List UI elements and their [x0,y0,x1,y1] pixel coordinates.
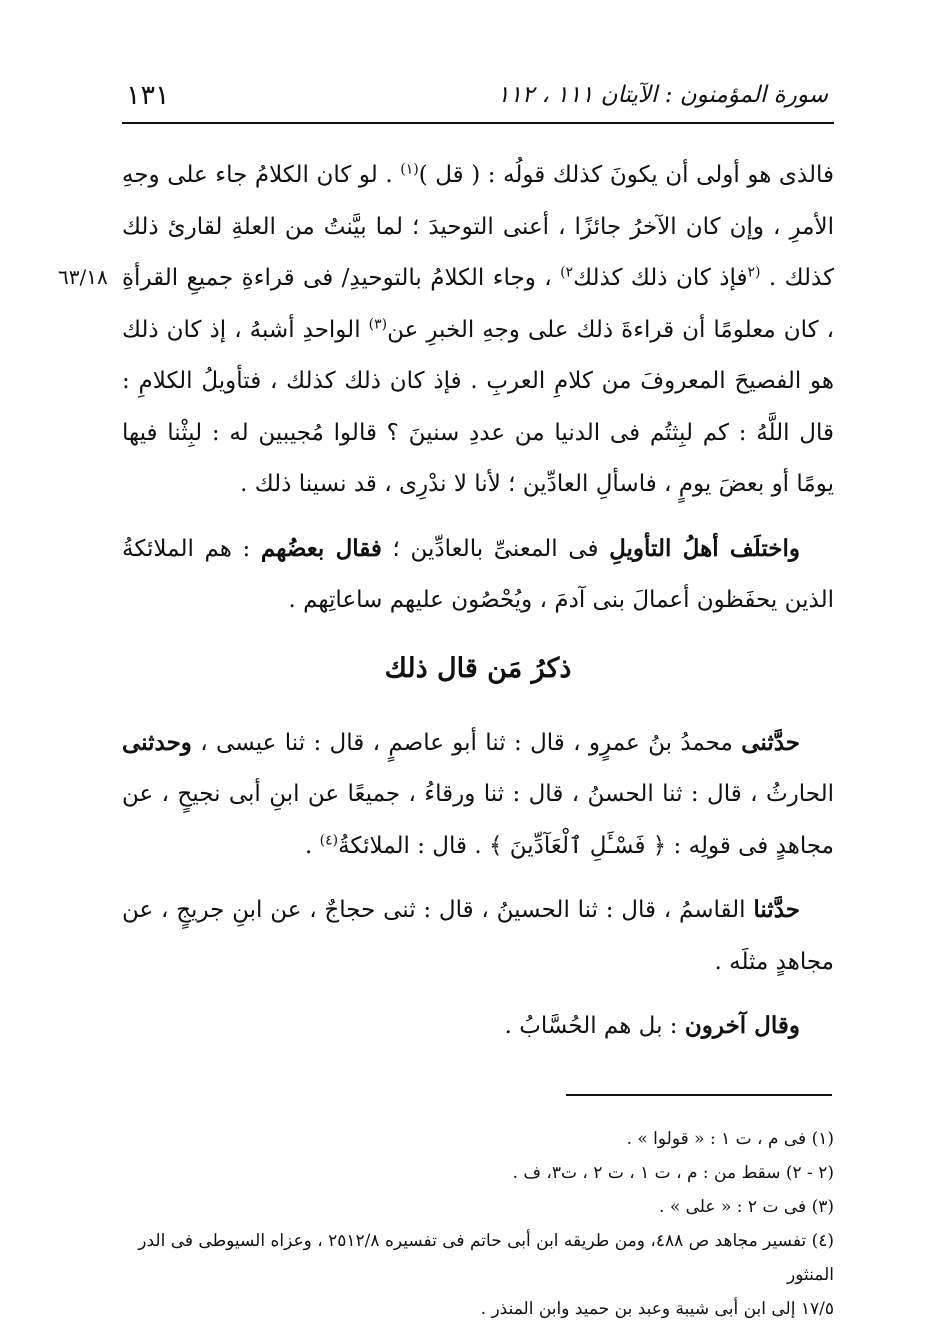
bold-phrase: فقال بعضُهم [260,534,382,562]
bold-phrase: وقال آخرون [684,1012,800,1039]
running-title: سورة المؤمنون : الآيتان ١١١ ، ١١٢ [497,82,828,108]
text-run: فالذى هو أولى أن يكونَ كذلك قولُه : ( قل ) [418,162,834,188]
text-run: . [304,832,313,859]
footnotes [122,1122,834,1326]
footnote-rule [566,1094,832,1096]
footnote-ref-1: (١) [400,161,419,178]
paragraph-3 [122,717,834,873]
bold-phrase: حدَّثنا [753,896,800,923]
paragraph-4 [122,884,834,988]
text-run: ، وجاء الكلامُ بالتوحيدِ/ فى قراءةِ جميعِ القرأةِ ، كان معلومًا أن قراءةَ ذلك على وجهِ الخبرِ عن [122,265,834,343]
page-number: ١٣١ [126,80,170,111]
text-run: فى المعنىِّ بالعادِّين ؛ [392,535,599,562]
text-run: القاسمُ ، قال : ثنا الحسينُ ، قال : ثنى حجاجٌ ، عن ابنِ جريجٍ ، عن مجاهدٍ مثلَه . [122,897,834,975]
footnote-continuation: ١٧/٥ إلى ابن أبى شيبة وعبد بن حميد وابن المنذر . [480,1299,834,1319]
header-rule [122,122,834,124]
text-run: . لو كان الكلامُ جاء على وجهِ الأمرِ ، وإن كان الآخرُ جائزًا ، أعنى التوحيدَ ؛ لما بيَّنتُ من العلةِ لقارئ ذلك كذلك . [122,162,835,291]
bold-phrase: حدَّثنى [741,728,801,756]
bold-phrase: وحدثنى [122,728,192,756]
footnote: (٣) فى ت ٢ : « على » . [659,1197,834,1217]
footnote-ref-4: (٤) [319,831,339,848]
page-header [122,78,834,118]
text-run: محمدُ بنُ عمرٍو ، قال : ثنا أبو عاصمٍ ، قال : ثنا عيسى ، [200,729,733,756]
text-run: : بل هم الحُسَّابُ . [504,1013,678,1039]
footnote: (٢ - ٢) سقط من : م ، ت ١ ، ت ٢ ، ت٣، ف . [512,1163,834,1183]
footnote-ref-2-open: (٢ [747,264,761,281]
text-run: : هم الملائكةُ الذين يحفَظون أعمالَ بنى آدمَ ، ويُحْصُون عليهم ساعاتِهم . [122,535,834,613]
bold-phrase: واختلَف أهلُ التأويلِ [609,534,800,562]
text-run: الواحدِ أشبهُ ، إذ كان ذلك هو الفصيحَ المعروفَ من كلامِ العربِ . فإذ كان ذلك كذلك ، فتأويلُ الكلامِ : قال اللَّهُ : كم لبِثتُم فى الدنيا من عددِ سنينَ ؟ قالوا مُجيبين له : لبِثْنا فيها يومًا أو بعضَ يومٍ ، فاسألِ العادِّين ؛ لأنا لا ندْرِى ، قد نسينا ذلك . [122,316,834,497]
section-heading: ذكرُ مَن قال ذلك [384,652,572,684]
text-run: فإذ كان ذلك كذلك [573,265,748,291]
footnote: (١) فى م ، ت ١ : « قولوا » . [626,1129,834,1149]
main-text [122,150,834,1065]
text-run: الحارثُ ، قال : ثنا الحسنُ ، قال : ثنا ورقاءُ ، جميعًا عن ابنِ أبى نجيحٍ ، عن مجاهدٍ فى قولِه : ﴿ فَسْـَٔلِ ٱلْعَآدِّينَ ﴾ . قال : الملائكةُ [122,781,834,859]
footnote: (٤) تفسير مجاهد ص ٤٨٨، ومن طريقه ابن أبى حاتم فى تفسيره ٢٥١٢/٨ ، وعزاه السيوطى فى الدر المنثور [138,1231,834,1285]
paragraph-2 [122,523,834,627]
paragraph-5 [122,1000,834,1053]
footnote-ref-2-close: ٢) [560,264,574,281]
footnote-ref-3: (٣) [368,315,388,332]
margin-reference: ٦٣/١٨ [58,265,108,289]
paragraph-1 [122,150,834,511]
